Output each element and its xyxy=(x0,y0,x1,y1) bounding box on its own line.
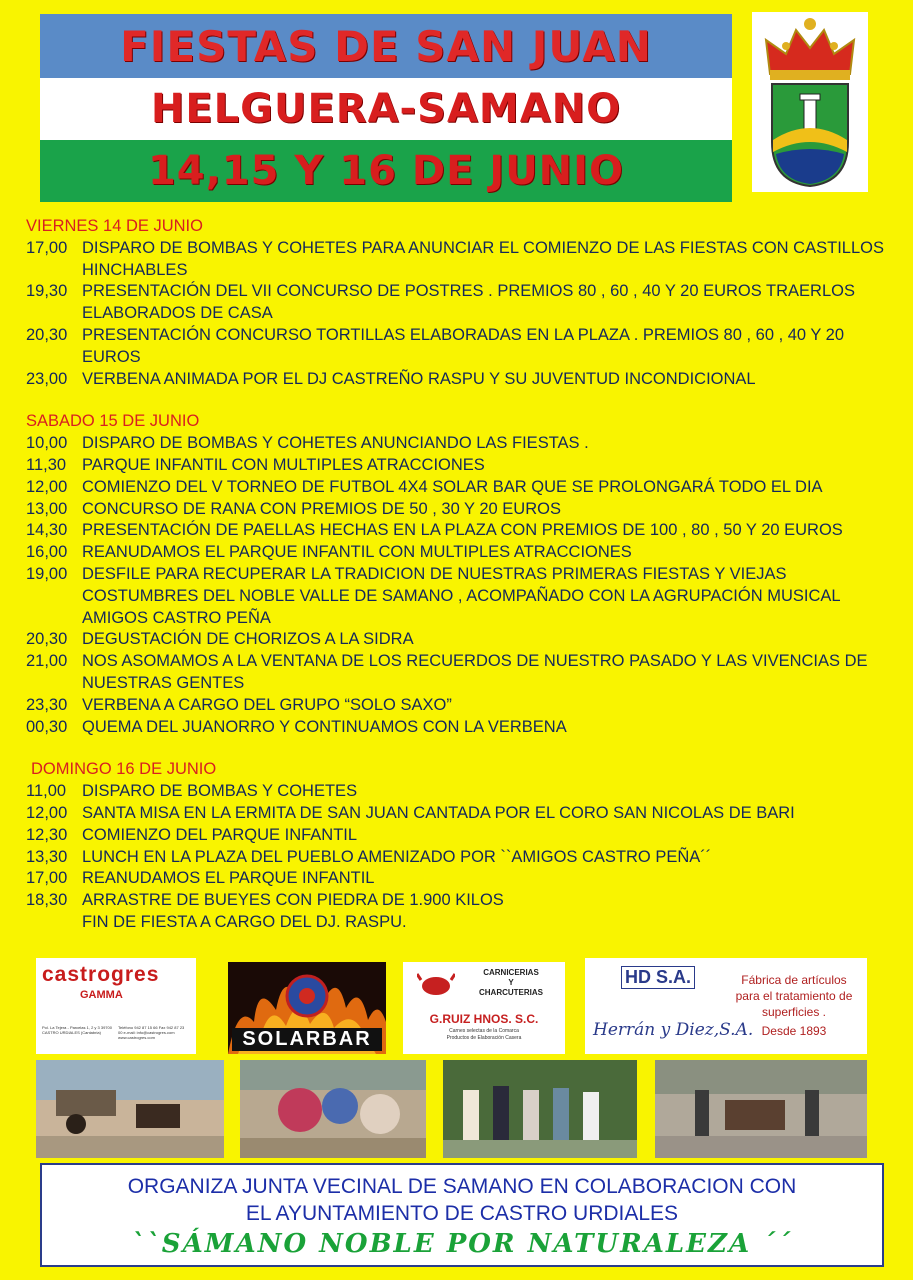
event-time: 19,30 xyxy=(26,282,68,301)
event-description: VERBENA A CARGO DEL GRUPO “SOLO SAXO” xyxy=(82,695,452,714)
event-time: 12,00 xyxy=(26,477,68,496)
ruiz-line2: Y xyxy=(508,978,514,987)
event-description: REANUDAMOS EL PARQUE INFANTIL CON MULTIPLES ATRACCIONES xyxy=(82,543,632,562)
event-time: 19,00 xyxy=(26,564,68,583)
friday-events xyxy=(26,238,906,391)
event-description: PARQUE INFANTIL CON MULTIPLES ATRACCIONES xyxy=(82,455,485,474)
event-time: 21,00 xyxy=(26,652,68,671)
herran-name: Herrán y Diez,S.A. xyxy=(593,1020,754,1040)
ruiz-tag1: Carnes selectas de la Comarca xyxy=(449,1028,519,1034)
title-banner xyxy=(40,14,732,202)
event-description: COMIENZO DEL V TORNEO DE FUTBOL 4X4 SOLAR BAR QUE SE PROLONGARÁ TODO EL DIA xyxy=(82,477,823,496)
ruiz-line1: CARNICERIAS xyxy=(483,968,539,977)
saturday-event xyxy=(26,499,906,521)
event-description: PRESENTACIÓN DEL VII CONCURSO DE POSTRES . PREMIOS 80 , 60 , 40 Y 20 EUROS TRAERLOS ELABORADOS DE CASA xyxy=(82,282,855,323)
sunday-events xyxy=(26,781,906,934)
festival-title: FIESTAS DE SAN JUAN xyxy=(120,21,652,71)
organizer-box xyxy=(40,1163,884,1267)
event-time: 12,30 xyxy=(26,825,68,844)
bull-icon xyxy=(417,970,455,1000)
event-description: QUEMA DEL JUANORRO Y CONTINUAMOS CON LA VERBENA xyxy=(82,717,567,736)
banner-green-band xyxy=(40,140,732,202)
slogan: ``SÁMANO NOBLE POR NATURALEZA ´´ xyxy=(131,1229,793,1259)
event-description: NOS ASOMAMOS A LA VENTANA DE LOS RECUERDOS DE NUESTRO PASADO Y LAS VIVENCIAS DE NUESTRAS GENTES xyxy=(82,652,868,692)
event-description: DESFILE PARA RECUPERAR LA TRADICION DE NUESTRAS PRIMERAS FIESTAS Y VIEJAS COSTUMBRES DEL NOBLE VALLE DE SAMANO , ACOMPAÑADO CON LA AGRUPACIÓN MUSICAL AMIGOS CASTRO PEÑA xyxy=(82,564,840,627)
event-time: 12,00 xyxy=(26,803,68,822)
herran-since: Desde 1893 xyxy=(761,1024,827,1038)
friday-event xyxy=(26,325,906,369)
event-time: 20,30 xyxy=(26,630,68,649)
saturday-event xyxy=(26,629,906,651)
saturday-event xyxy=(26,717,906,739)
ruiz-tag2: Productos de Elaboración Casera xyxy=(446,1035,522,1041)
sunday-event xyxy=(26,912,906,934)
sunday-heading: DOMINGO 16 DE JUNIO xyxy=(31,760,217,779)
saturday-event xyxy=(26,695,906,717)
event-description: VERBENA ANIMADA POR EL DJ CASTREÑO RASPU Y SU JUVENTUD INCONDICIONAL xyxy=(82,369,756,388)
event-time: 20,30 xyxy=(26,325,68,344)
ruiz-line3: CHARCUTERIAS xyxy=(479,988,543,997)
sunday-event xyxy=(26,825,906,847)
event-time: 23,00 xyxy=(26,369,68,388)
sunday-event xyxy=(26,890,906,912)
festival-dates: 14,15 Y 16 DE JUNIO xyxy=(147,148,625,194)
event-description: REANUDAMOS EL PARQUE INFANTIL xyxy=(82,869,375,888)
event-time: 18,30 xyxy=(26,891,68,910)
sunday-event xyxy=(26,847,906,869)
photo-oxen xyxy=(655,1060,867,1158)
sunday-event xyxy=(26,781,906,803)
photo-parade xyxy=(240,1060,426,1158)
photo-group xyxy=(443,1060,637,1158)
ruiz-name: G.RUIZ HNOS. S.C. xyxy=(429,1012,539,1026)
event-description: ARRASTRE DE BUEYES CON PIEDRA DE 1.900 KILOS xyxy=(82,891,504,910)
castrogres-contact: Teléfono 942 87 15 66 Fax 942 87 23 00 e-mail: info@castrogres.com www.castrogres.com xyxy=(118,1025,185,1040)
castrogres-brand: GAMMA xyxy=(80,989,123,1001)
sponsor-ruiz xyxy=(403,962,565,1054)
event-description: PRESENTACIÓN CONCURSO TORTILLAS ELABORADAS EN LA PLAZA . PREMIOS 80 , 60 , 40 Y 20 EUROS xyxy=(82,325,845,366)
saturday-event xyxy=(26,651,906,695)
banner-white-band xyxy=(40,78,732,140)
event-description: DISPARO DE BOMBAS Y COHETES ANUNCIANDO LAS FIESTAS . xyxy=(82,434,589,453)
sunday-event xyxy=(26,803,906,825)
sponsor-solarbar xyxy=(228,962,386,1054)
event-description: LUNCH EN LA PLAZA DEL PUEBLO AMENIZADO POR ``AMIGOS CASTRO PEÑA´´ xyxy=(82,847,712,866)
program-schedule xyxy=(26,216,906,934)
event-time: 16,00 xyxy=(26,543,68,562)
event-time: 14,30 xyxy=(26,521,68,540)
event-description: DEGUSTACIÓN DE CHORIZOS A LA SIDRA xyxy=(82,630,414,649)
event-description: DISPARO DE BOMBAS Y COHETES xyxy=(82,782,358,801)
solarbar-name: SOLARBAR xyxy=(232,1028,382,1051)
sponsor-castrogres xyxy=(36,958,196,1054)
sponsor-herran xyxy=(585,958,867,1054)
saturday-event xyxy=(26,542,906,564)
coat-of-arms-icon xyxy=(752,12,868,192)
friday-heading: VIERNES 14 DE JUNIO xyxy=(26,217,203,235)
event-time: 17,00 xyxy=(26,238,68,257)
event-description: COMIENZO DEL PARQUE INFANTIL xyxy=(82,825,358,844)
friday-event xyxy=(26,369,906,391)
castrogres-name: castrogres xyxy=(42,963,160,986)
event-time: 13,30 xyxy=(26,847,68,866)
sunday-event xyxy=(26,868,906,890)
event-description: DISPARO DE BOMBAS Y COHETES PARA ANUNCIAR EL COMIENZO DE LAS FIESTAS CON CASTILLOS HINCHABLES xyxy=(82,238,884,279)
herran-logo: HD S.A. xyxy=(621,966,695,989)
saturday-heading: SABADO 15 DE JUNIO xyxy=(26,412,200,431)
event-description: PRESENTACIÓN DE PAELLAS HECHAS EN LA PLAZA CON PREMIOS DE 100 , 80 , 50 Y 20 EUROS xyxy=(82,521,843,540)
event-description: FIN DE FIESTA A CARGO DEL DJ. RASPU. xyxy=(82,912,407,931)
banner-blue-band xyxy=(40,14,732,78)
friday-event xyxy=(26,238,906,282)
saturday-event xyxy=(26,477,906,499)
castrogres-address: Pol. La Tejera - Parcelas 1, 2 y 3 39700 CASTRO URDIALES (Cantabria) xyxy=(42,1025,112,1035)
event-time xyxy=(26,912,82,934)
event-time: 13,00 xyxy=(26,499,68,518)
event-description: SANTA MISA EN LA ERMITA DE SAN JUAN CANTADA POR EL CORO SAN NICOLAS DE BARI xyxy=(82,803,795,822)
organizer-line-2: EL AYUNTAMIENTO DE CASTRO URDIALES xyxy=(245,1202,679,1225)
saturday-event xyxy=(26,433,906,455)
event-time: 23,30 xyxy=(26,695,68,714)
event-time: 10,00 xyxy=(26,434,68,453)
saturday-event xyxy=(26,520,906,542)
event-time: 17,00 xyxy=(26,869,68,888)
event-time: 00,30 xyxy=(26,717,68,736)
friday-event xyxy=(26,281,906,325)
herran-description: Fábrica de artículos para el tratamiento de superficies . xyxy=(735,973,853,1019)
organizer-line-1: ORGANIZA JUNTA VECINAL DE SAMANO EN COLABORACION CON xyxy=(127,1175,797,1198)
saturday-event xyxy=(26,455,906,477)
event-description: CONCURSO DE RANA CON PREMIOS DE 50 , 30 Y 20 EUROS xyxy=(82,499,561,518)
place-name: HELGUERA-SAMANO xyxy=(150,86,622,132)
saturday-events xyxy=(26,433,906,738)
event-time: 11,30 xyxy=(26,455,67,474)
photo-ox-cart xyxy=(36,1060,224,1158)
event-time: 11,00 xyxy=(26,782,67,801)
saturday-event xyxy=(26,564,906,629)
